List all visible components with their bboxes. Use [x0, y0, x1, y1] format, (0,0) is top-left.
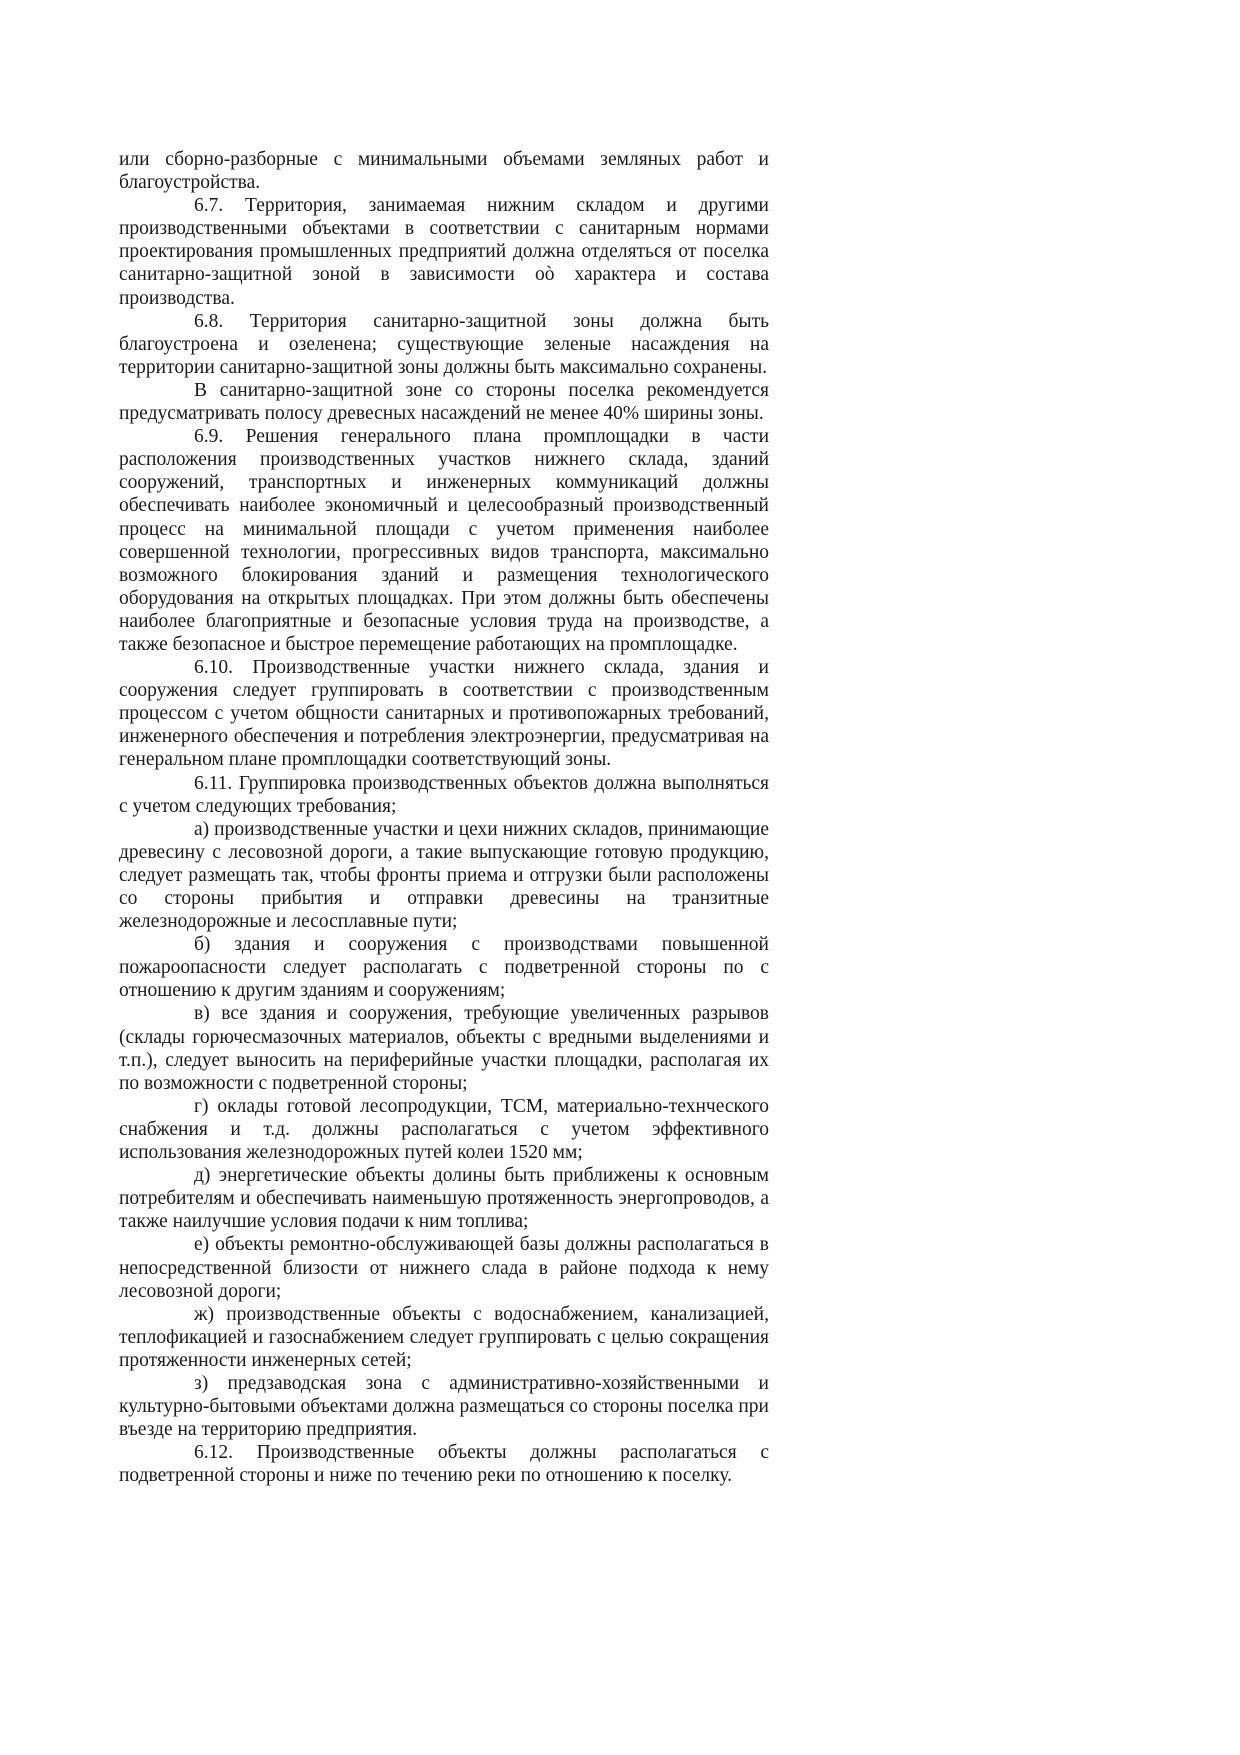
paragraph-6-12: 6.12. Производственные объекты должны располагаться с подветренной стороны и ниже по течению реки по отношению к поселку.: [119, 1442, 769, 1487]
list-item-b: б) здания и сооружения с производствами повышенной пожароопасности следует располагать с подветренной стороны по с отношению к другим зданиям и сооружениям;: [119, 934, 769, 1002]
paragraph-6-7: 6.7. Территория, занимаемая нижним складом и другими производственными объектами в соответствии с санитарным нормами проектирования промышленных предприятий должна отделяться от поселка санитарно-защитной зоной в зависимости оò характера и состава производства.: [119, 195, 769, 309]
list-item-v: в) все здания и сооружения, требующие увеличенных разрывов (склады горючесмазочных материалов, объекты с вредными выделениями и т.п.), следует выносить на периферийные участки площадки, располагая их по возможности с подветренной стороны;: [119, 1003, 769, 1094]
paragraph-6-10: 6.10. Производственные участки нижнего склада, здания и сооружения следует группировать в соответствии с производственным процессом с учетом общности санитарных и противопожарных требований, инженерного обеспечения и потребления электроэнергии, предусматривая на генеральном плане промплощадки соответствующий зоны.: [119, 657, 769, 771]
paragraph-6-9: 6.9. Решения генерального плана промплощадки в части расположения производственных участков нижнего склада, зданий сооружений, транспортных и инженерных коммуникаций должны обеспечивать наиболее экономичный и целесообразный производственный процесс на минимальной площади с учетом применения наиболее совершенной технологии, прогрессивных видов транспорта, максимально возможного блокирования зданий и размещения технологического оборудования на открытых площадках. При этом должны быть обеспечены наиболее благоприятные и безопасные условия труда на производстве, а также безопасное и быстрое перемещение работающих на промплощадке.: [119, 426, 769, 655]
paragraph-6-11: 6.11. Группировка производственных объектов должна выполняться с учетом следующих требования;: [119, 772, 769, 817]
paragraph-6-8: 6.8. Территория санитарно-защитной зоны должна быть благоустроена и озеленена; существующие зеленые насаждения на территории санитарно-защитной зоны должны быть максимально сохранены.: [119, 310, 769, 378]
list-item-z: з) предзаводская зона с административно-хозяйственными и культурно-бытовыми объектами должна размещаться со стороны поселка при въезде на территорию предприятия.: [119, 1372, 769, 1441]
paragraph-6-8-green-belt: В санитарно-защитной зоне со стороны поселка рекомендуется предусматривать полосу древесных насаждений не менее 40% ширины зоны.: [119, 379, 769, 425]
list-item-a: а) производственные участки и цехи нижних складов, принимающие древесину с лесовозной дороги, а такие выпускающие готовую продукцию, следует размещать так, чтобы фронты приема и отгрузки были расположены со стороны прибытия и отправки древесины на транзитные железнодорожные и лесосплавные пути;: [119, 818, 769, 933]
list-item-d: д) энергетические объекты долины быть приближены к основным потребителям и обеспечивать наименьшую протяженность энергопроводов, а также наилучшие условия подачи к ним топлива;: [119, 1165, 769, 1233]
list-item-e: е) объекты ремонтно-обслуживающей базы должны располагаться в непосредственной близости от нижнего слада в районе подхода к нему лесовозной дороги;: [119, 1234, 769, 1302]
list-item-g: г) оклады готовой лесопродукции, ТСМ, материально-технческого снабжения и т.д. должны располагаться с учетом эффективного использования железнодорожных путей колеи 1520 мм;: [119, 1095, 769, 1164]
list-item-zh: ж) производственные объекты с водоснабжением, канализацией, теплофикацией и газоснабжением следует группировать с целью сокращения протяженности инженерных сетей;: [119, 1303, 769, 1371]
paragraph-continuation: или сборно-разборные с минимальными объемами земляных работ и благоустройства.: [119, 149, 769, 194]
document-page: [119, 148, 769, 1487]
